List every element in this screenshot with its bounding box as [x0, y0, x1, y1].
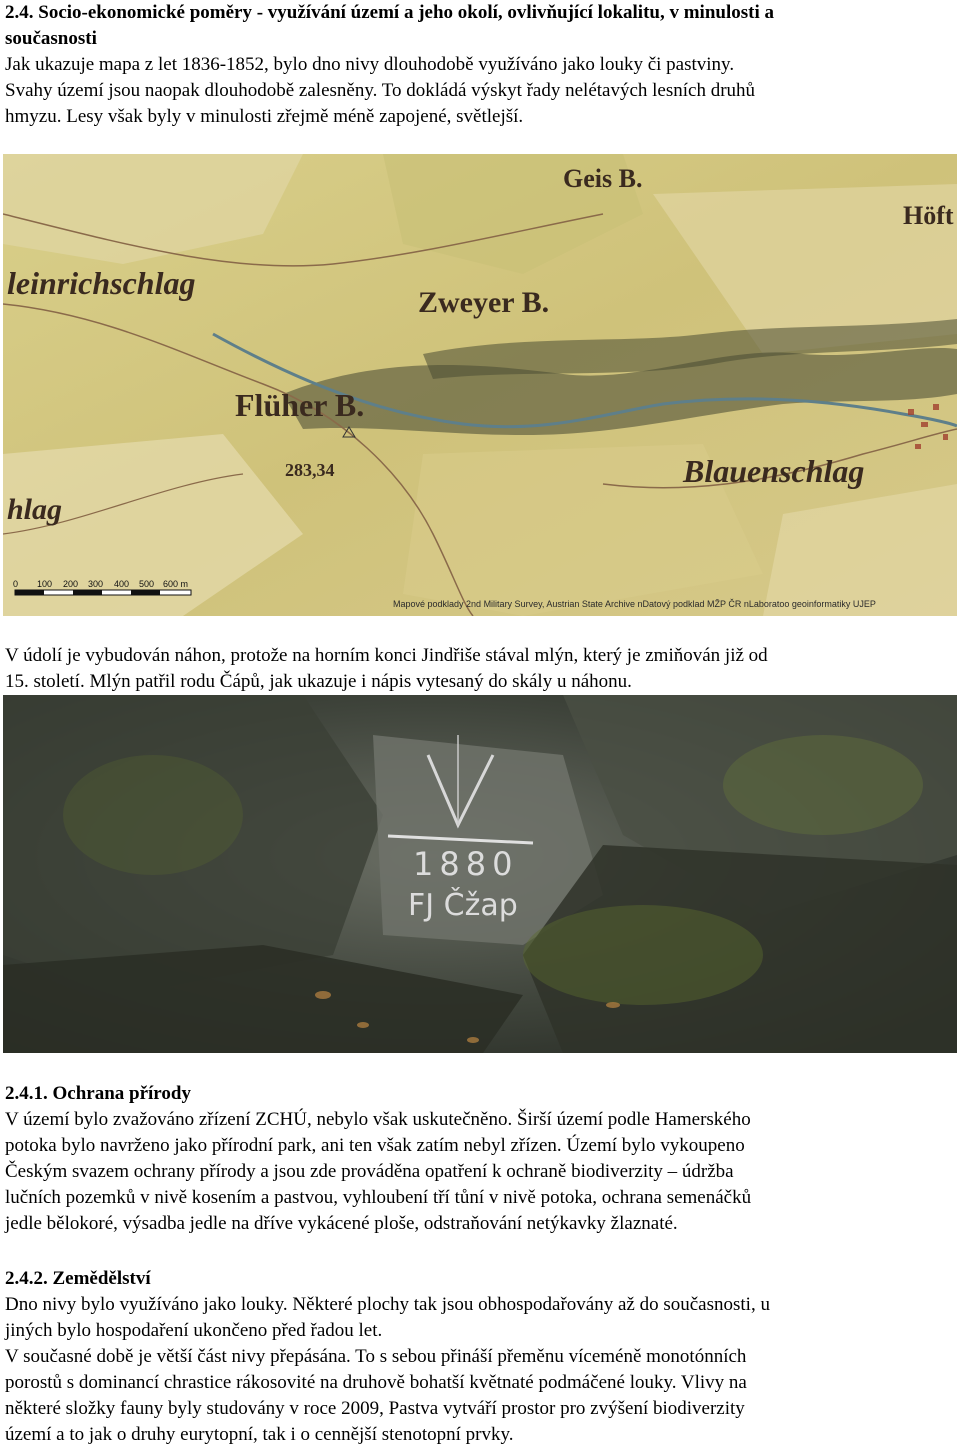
map-label-hoft: Höft — [903, 201, 954, 230]
section-agriculture — [5, 1266, 955, 1448]
paragraph-line: Dno nivy bylo využíváno jako louky. Některé plochy tak jsou obhospodařovány až do současnosti, u — [5, 1294, 770, 1315]
paragraph-line: 15. století. Mlýn patřil rodu Čápů, jak ukazuje i nápis vytesaný do skály u náhonu. — [5, 671, 632, 692]
paragraph-line: jedle bělokoré, výsadba jedle na dříve vykácené ploše, odstraňování netýkavky žlaznaté. — [5, 1213, 678, 1234]
scale-tick: 300 — [88, 579, 104, 589]
scale-tick: 500 — [139, 579, 155, 589]
paragraph-line: Svahy území jsou naopak dlouhodobě zalesněny. To dokládá výskyt řady nelétavých lesních druhů — [5, 80, 756, 101]
map-label-geis: Geis B. — [563, 164, 643, 193]
scale-tick: 400 — [114, 579, 130, 589]
paragraph-line: území a to jak o druhy eurytopní, tak i o cennější stenotopní prvky. — [5, 1424, 514, 1445]
paragraph-line: V území bylo zvažováno zřízení ZCHÚ, nebylo však uskutečněno. Širší území podle Hamerského — [5, 1109, 751, 1130]
map-label-blauenschlag: Blauenschlag — [683, 453, 865, 489]
section-nature-protection — [5, 1081, 955, 1237]
rock-inscription-photo — [3, 695, 957, 1053]
scale-tick: 0 — [13, 579, 19, 589]
paragraph-mill — [5, 643, 955, 695]
paragraph-line: porostů s dominancí chrastice rákosovité na druhově bohatší květnaté podmáčené louky. Vlivy na — [5, 1372, 747, 1393]
scale-tick: 600 m — [163, 579, 189, 589]
scale-tick: 100 — [37, 579, 53, 589]
map-credit: Mapové podklady 2nd Military Survey, Austrian State Archive nDatový podklad MŽP ČR nLaboratoo geoinformatiky UJEP — [393, 599, 876, 609]
map-label-fluher: Flüher B. — [235, 387, 365, 423]
paragraph-line: V údolí je vybudován náhon, protože na horním konci Jindřiše stával mlýn, který je zmiňován již od — [5, 645, 768, 666]
paragraph-line: lučních pozemků v nivě kosením a pastvou, vyhloubení tří tůní v nivě potoka, ochrana semenáčků — [5, 1187, 752, 1208]
inscription-name: FJ Čžap — [408, 888, 518, 923]
historical-map — [3, 154, 957, 616]
paragraph-line: potoka bylo navrženo jako přírodní park, ani ten však zatím nebyl zřízen. Území bylo vykoupeno — [5, 1135, 745, 1156]
section-heading-cont: současnosti — [5, 28, 97, 49]
map-label-zweyer: Zweyer B. — [418, 286, 550, 319]
paragraph-line: V současné době je větší část nivy přepásána. To s sebou přináší přeměnu víceméně monotónních — [5, 1346, 747, 1367]
scale-tick: 200 — [63, 579, 79, 589]
map-label-hlag: hlag — [7, 493, 63, 526]
section-socio-economic — [5, 0, 955, 130]
paragraph-line: jiných bylo hospodaření ukončeno před řadou let. — [5, 1320, 383, 1341]
map-scale-bar — [13, 579, 191, 595]
section-heading: 2.4. Socio-ekonomické poměry - využívání území a jeho okolí, ovlivňující lokalitu, v minulosti a — [5, 2, 774, 23]
section-heading: 2.4.1. Ochrana přírody — [5, 1083, 191, 1104]
paragraph-line: Českým svazem ochrany přírody a jsou zde prováděna opatření k ochraně biodiverzity – údržba — [5, 1161, 734, 1182]
paragraph-line: některé složky fauny byly studovány v roce 2009, Pastva vytváří prostor pro zvýšení biodiverzity — [5, 1398, 745, 1419]
map-label-elevation: 283,34 — [285, 460, 335, 480]
inscription-year: 1880 — [413, 845, 519, 883]
paragraph-line: hmyzu. Lesy však byly v minulosti zřejmě méně zapojené, světlejší. — [5, 106, 524, 127]
paragraph-line: Jak ukazuje mapa z let 1836-1852, bylo dno nivy dlouhodobě využíváno jako louky či pastviny. — [5, 54, 735, 75]
map-label-heinrichschlag: leinrichschlag — [7, 265, 196, 301]
section-heading: 2.4.2. Zemědělství — [5, 1268, 151, 1289]
